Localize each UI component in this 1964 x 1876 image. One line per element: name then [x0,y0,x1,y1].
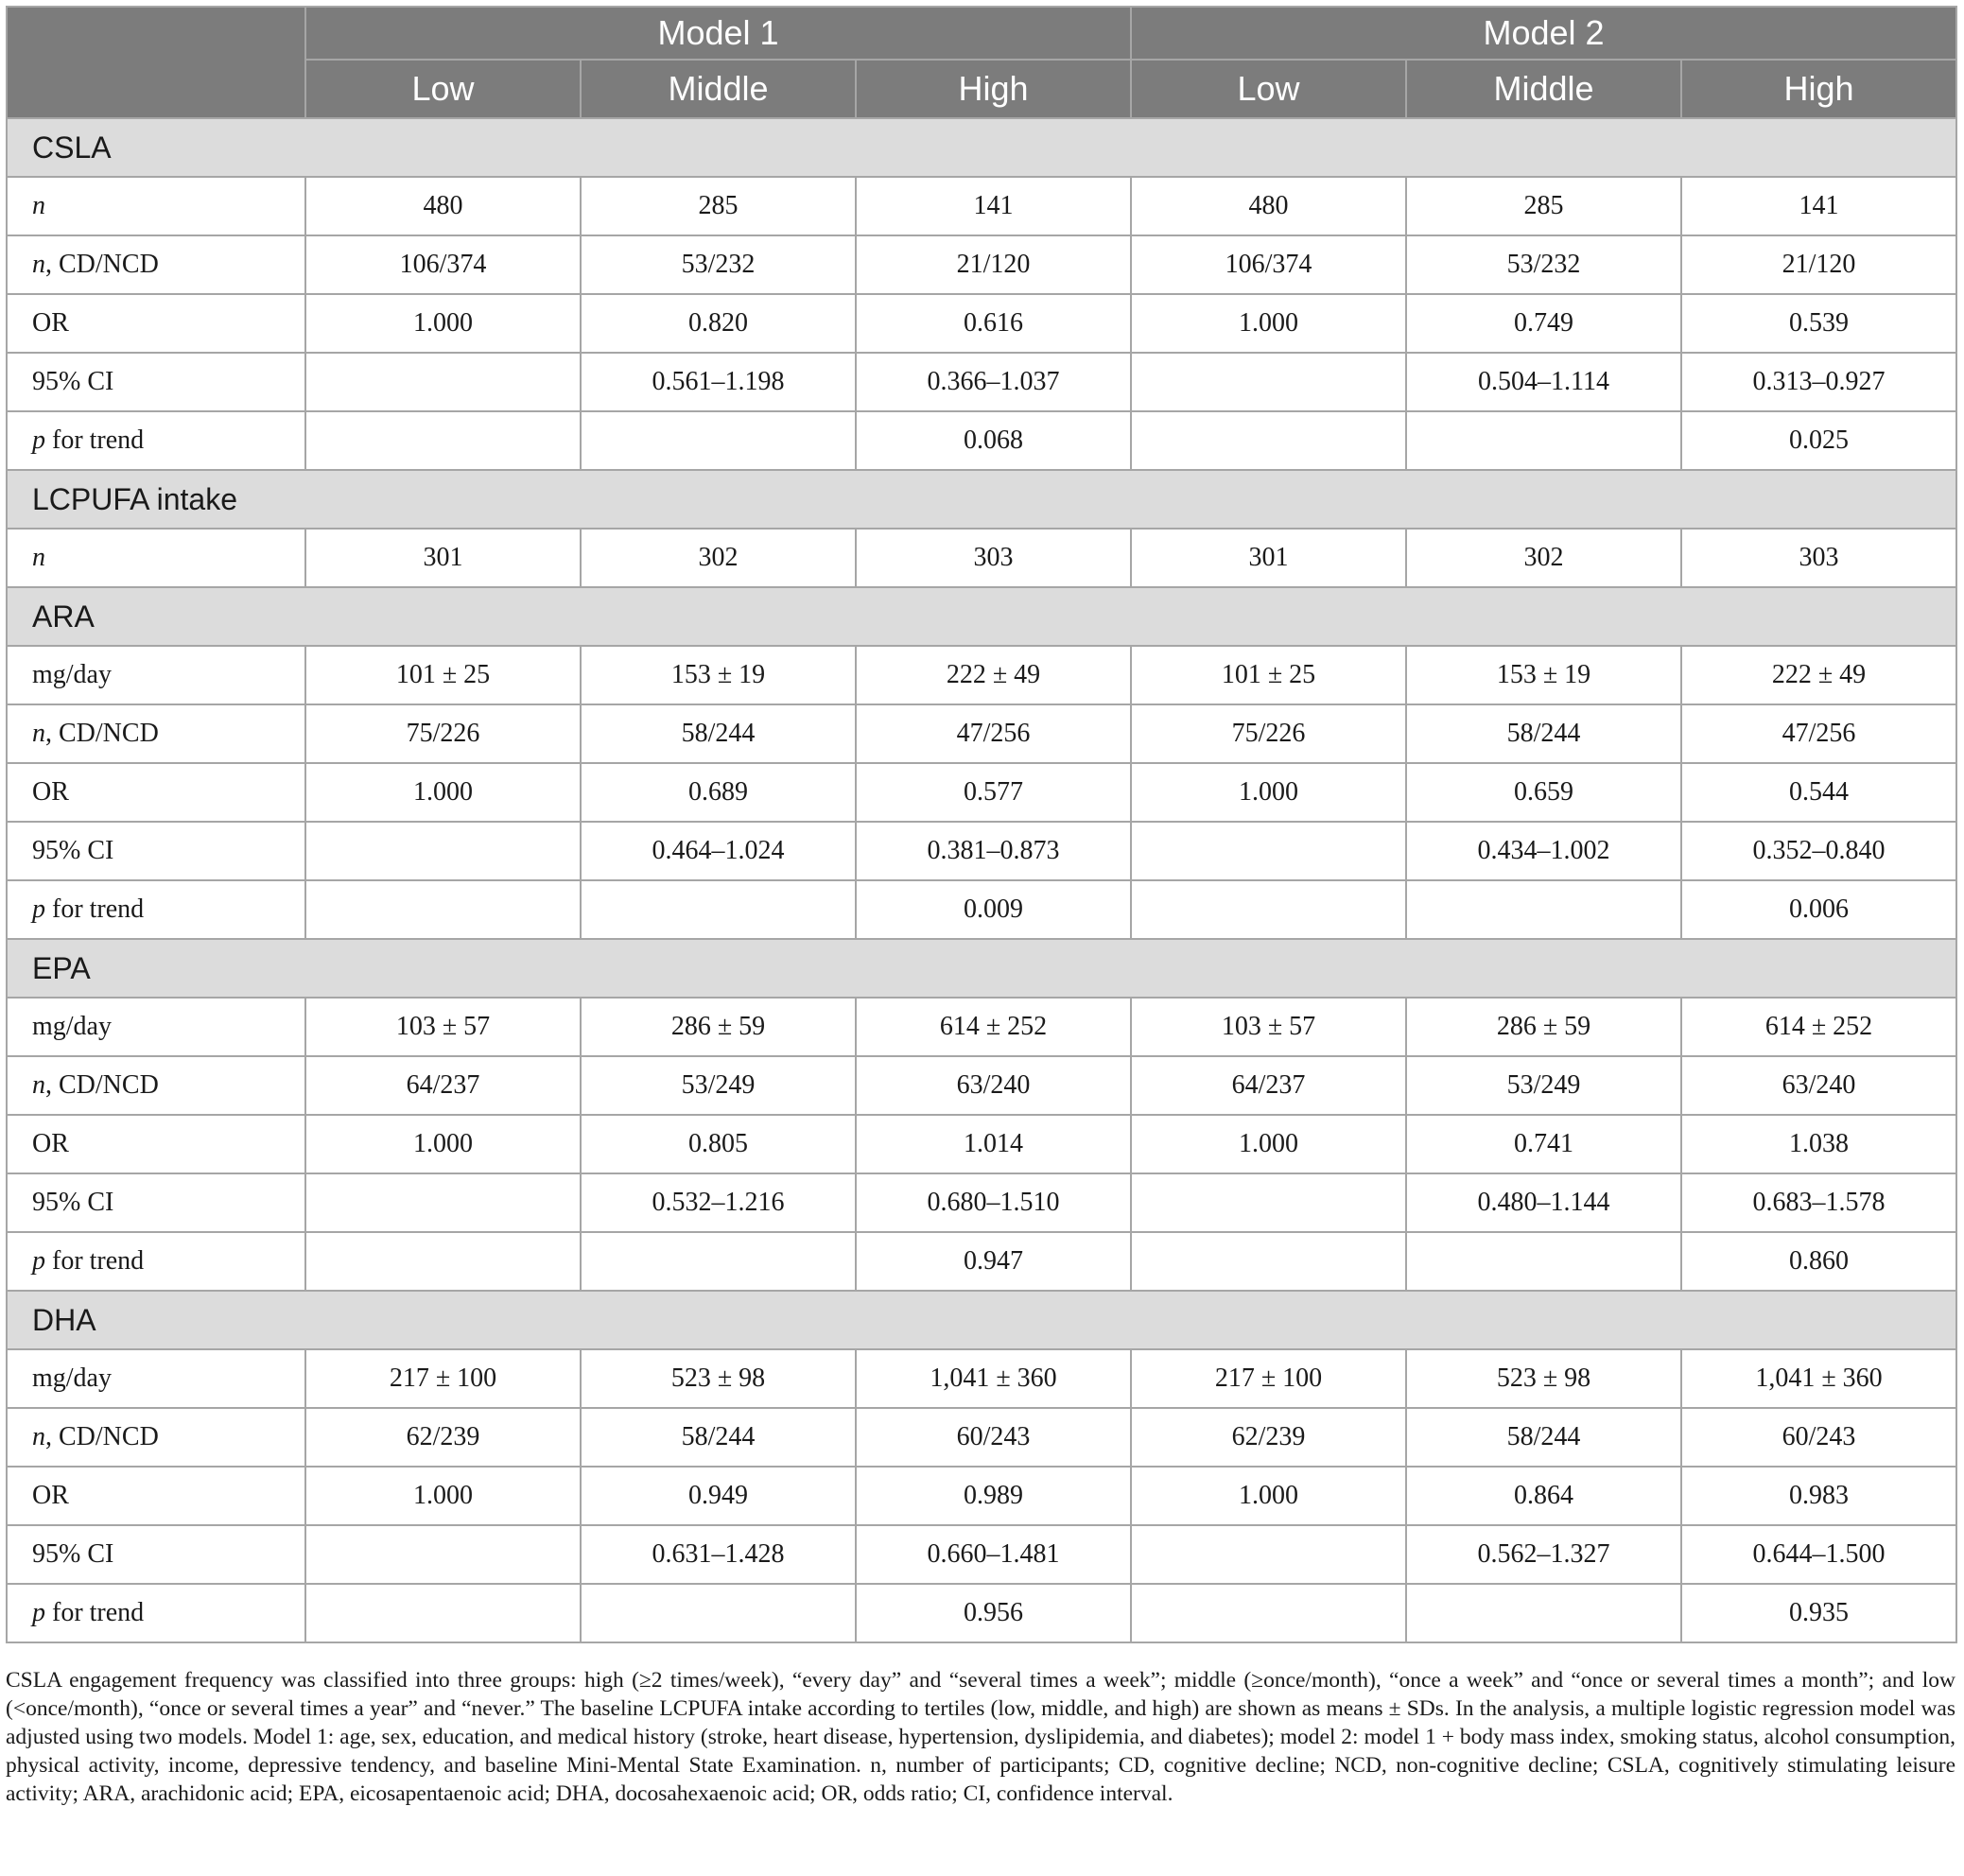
table-cell [1131,353,1406,411]
table-cell [1131,1584,1406,1642]
table-cell: 614 ± 252 [856,998,1131,1056]
table-cell: 0.820 [581,294,856,353]
table-cell: 0.539 [1681,294,1956,353]
table-cell: 0.983 [1681,1467,1956,1525]
table-cell [1131,1232,1406,1291]
table-cell: 1,041 ± 360 [1681,1349,1956,1408]
table-cell: 0.741 [1406,1115,1681,1173]
table-cell [1131,822,1406,880]
table-cell [1406,880,1681,939]
table-cell: 614 ± 252 [1681,998,1956,1056]
table-cell: 285 [581,177,856,235]
table-cell: 0.949 [581,1467,856,1525]
header-model-2: Model 2 [1131,7,1956,60]
table-body [7,118,1956,1642]
table-cell: 47/256 [856,704,1131,763]
header-level-middle: Middle [1406,60,1681,118]
table-footnote: CSLA engagement frequency was classified into three groups: high (≥2 times/week), “every day” and “several times a week”; middle (≥once/month), “once a week” and “once or several times a month”; and low (<once/month), “once or several times a year” and “never.” The baseline LCPUFA intake according to tertiles (low, middle, and high) are shown as means ± SDs. In the analysis, a multiple logistic regression model was adjusted using two models. Model 1: age, sex, education, and medical history (stroke, heart disease, hypertension, dyslipidemia, and diabetes); model 2: model 1 + body mass index, smoking status, alcohol consumption, physical activity, income, depressive tendency, and baseline Mini-Mental State Examination. n, number of participants; CD, cognitive decline; NCD, non-cognitive decline; CSLA, cognitively stimulating leisure activity; ARA, arachidonic acid; EPA, eicosapentaenoic acid; DHA, docosahexaenoic acid; OR, odds ratio; CI, confidence interval. [6,1668,1955,1806]
table-cell: 1.000 [305,763,581,822]
table-cell: 480 [305,177,581,235]
table-cell [581,1584,856,1642]
row-label: 95% CI [7,1173,305,1232]
section-label: LCPUFA intake [7,470,1956,529]
table-cell: 217 ± 100 [1131,1349,1406,1408]
table-row [7,1173,1956,1232]
table-row [7,998,1956,1056]
header-level-high: High [856,60,1131,118]
table-cell: 62/239 [305,1408,581,1467]
table-cell: 0.680–1.510 [856,1173,1131,1232]
header-corner-cell [7,7,305,118]
table-cell: 53/232 [581,235,856,294]
table-cell: 103 ± 57 [305,998,581,1056]
table-cell: 0.749 [1406,294,1681,353]
table-cell: 0.956 [856,1584,1131,1642]
table-row [7,1349,1956,1408]
table-cell: 75/226 [305,704,581,763]
table-cell: 0.025 [1681,411,1956,470]
table-cell: 0.006 [1681,880,1956,939]
table-row [7,1408,1956,1467]
table-cell: 58/244 [1406,704,1681,763]
table-cell: 106/374 [305,235,581,294]
table-cell: 0.659 [1406,763,1681,822]
table-cell: 0.644–1.500 [1681,1525,1956,1584]
table-cell: 21/120 [1681,235,1956,294]
table-cell: 1.000 [1131,1115,1406,1173]
section-label: ARA [7,587,1956,646]
table-cell: 1.000 [1131,1467,1406,1525]
table-cell [305,353,581,411]
row-label: p for trend [7,1232,305,1291]
table-cell: 480 [1131,177,1406,235]
table-cell: 1,041 ± 360 [856,1349,1131,1408]
table-cell: 141 [1681,177,1956,235]
table-cell: 64/237 [305,1056,581,1115]
table-cell [1131,880,1406,939]
table-cell: 0.616 [856,294,1131,353]
table-cell: 58/244 [581,704,856,763]
header-level-low: Low [1131,60,1406,118]
table-cell: 101 ± 25 [1131,646,1406,704]
section-label: EPA [7,939,1956,998]
table-cell: 0.631–1.428 [581,1525,856,1584]
table-cell [581,411,856,470]
table-row [7,1525,1956,1584]
table-row [7,235,1956,294]
table-cell [581,1232,856,1291]
table-cell: 106/374 [1131,235,1406,294]
row-label: OR [7,763,305,822]
table-cell: 0.947 [856,1232,1131,1291]
table-cell: 301 [1131,529,1406,587]
row-label: n, CD/NCD [7,1408,305,1467]
table-cell [305,1584,581,1642]
table-cell: 0.805 [581,1115,856,1173]
table-cell: 0.561–1.198 [581,353,856,411]
table-cell: 0.860 [1681,1232,1956,1291]
table-cell [305,1525,581,1584]
table-row [7,529,1956,587]
table-cell: 0.009 [856,880,1131,939]
table-cell: 0.068 [856,411,1131,470]
table-cell [1131,411,1406,470]
table-cell: 0.352–0.840 [1681,822,1956,880]
row-label: 95% CI [7,353,305,411]
table-cell: 217 ± 100 [305,1349,581,1408]
table-cell: 53/232 [1406,235,1681,294]
table-row [7,704,1956,763]
table-cell: 0.313–0.927 [1681,353,1956,411]
section-row [7,939,1956,998]
table-cell: 63/240 [856,1056,1131,1115]
row-label: 95% CI [7,1525,305,1584]
row-label: mg/day [7,646,305,704]
table-cell: 1.000 [1131,294,1406,353]
row-label: n, CD/NCD [7,1056,305,1115]
table-cell [305,1232,581,1291]
table-cell [1406,1232,1681,1291]
header-level-middle: Middle [581,60,856,118]
table-cell: 303 [856,529,1131,587]
table-cell: 53/249 [1406,1056,1681,1115]
table-cell: 0.464–1.024 [581,822,856,880]
section-row [7,1291,1956,1349]
row-label: 95% CI [7,822,305,880]
table-cell: 523 ± 98 [1406,1349,1681,1408]
section-label: DHA [7,1291,1956,1349]
table-cell: 101 ± 25 [305,646,581,704]
row-label: OR [7,294,305,353]
table-cell: 0.544 [1681,763,1956,822]
row-label: n, CD/NCD [7,235,305,294]
header-model-1: Model 1 [305,7,1131,60]
table-cell: 58/244 [581,1408,856,1467]
row-label: p for trend [7,411,305,470]
table-row [7,1115,1956,1173]
table-row [7,763,1956,822]
section-row [7,587,1956,646]
table-cell [1131,1525,1406,1584]
table-cell: 1.014 [856,1115,1131,1173]
table-cell: 21/120 [856,235,1131,294]
row-label: mg/day [7,998,305,1056]
table-row [7,1232,1956,1291]
table-cell: 1.000 [305,1467,581,1525]
results-table-container [6,6,1955,1643]
table-cell: 0.683–1.578 [1681,1173,1956,1232]
table-cell [1131,1173,1406,1232]
table-cell: 53/249 [581,1056,856,1115]
table-cell: 523 ± 98 [581,1349,856,1408]
table-cell: 222 ± 49 [856,646,1131,704]
header-level-high: High [1681,60,1956,118]
table-cell [305,822,581,880]
table-cell: 60/243 [856,1408,1131,1467]
table-cell: 0.864 [1406,1467,1681,1525]
table-cell [305,880,581,939]
table-cell: 0.366–1.037 [856,353,1131,411]
table-cell: 62/239 [1131,1408,1406,1467]
results-table [6,6,1957,1643]
table-row [7,353,1956,411]
row-label: OR [7,1467,305,1525]
table-cell: 0.577 [856,763,1131,822]
section-label: CSLA [7,118,1956,177]
table-cell: 0.504–1.114 [1406,353,1681,411]
table-cell [305,1173,581,1232]
row-label: p for trend [7,1584,305,1642]
table-cell [581,880,856,939]
table-cell: 302 [1406,529,1681,587]
table-cell: 63/240 [1681,1056,1956,1115]
table-row [7,294,1956,353]
table-cell [305,411,581,470]
table-cell: 58/244 [1406,1408,1681,1467]
table-row [7,1056,1956,1115]
header-level-low: Low [305,60,581,118]
table-cell: 47/256 [1681,704,1956,763]
table-cell: 0.532–1.216 [581,1173,856,1232]
table-cell: 285 [1406,177,1681,235]
table-row [7,177,1956,235]
table-cell: 1.000 [305,1115,581,1173]
row-label: n, CD/NCD [7,704,305,763]
table-row [7,880,1956,939]
table-cell: 153 ± 19 [581,646,856,704]
table-cell: 0.689 [581,763,856,822]
table-cell: 1.038 [1681,1115,1956,1173]
section-row [7,470,1956,529]
table-cell: 60/243 [1681,1408,1956,1467]
table-cell: 1.000 [305,294,581,353]
row-label: n [7,177,305,235]
header-row-models [7,7,1956,60]
table-cell: 222 ± 49 [1681,646,1956,704]
table-cell: 0.434–1.002 [1406,822,1681,880]
table-cell: 0.381–0.873 [856,822,1131,880]
table-cell: 286 ± 59 [1406,998,1681,1056]
table-cell [1406,411,1681,470]
section-row [7,118,1956,177]
table-cell: 303 [1681,529,1956,587]
table-cell: 0.660–1.481 [856,1525,1131,1584]
table-cell: 0.562–1.327 [1406,1525,1681,1584]
table-cell: 0.935 [1681,1584,1956,1642]
table-row [7,1584,1956,1642]
table-cell: 286 ± 59 [581,998,856,1056]
table-cell: 75/226 [1131,704,1406,763]
row-label: p for trend [7,880,305,939]
table-row [7,646,1956,704]
table-cell: 64/237 [1131,1056,1406,1115]
table-cell [1406,1584,1681,1642]
table-cell: 0.989 [856,1467,1131,1525]
table-cell: 0.480–1.144 [1406,1173,1681,1232]
table-cell: 301 [305,529,581,587]
table-row [7,1467,1956,1525]
row-label: mg/day [7,1349,305,1408]
table-cell: 141 [856,177,1131,235]
row-label: OR [7,1115,305,1173]
table-row [7,411,1956,470]
table-row [7,822,1956,880]
table-cell: 1.000 [1131,763,1406,822]
table-cell: 103 ± 57 [1131,998,1406,1056]
row-label: n [7,529,305,587]
table-cell: 302 [581,529,856,587]
table-cell: 153 ± 19 [1406,646,1681,704]
